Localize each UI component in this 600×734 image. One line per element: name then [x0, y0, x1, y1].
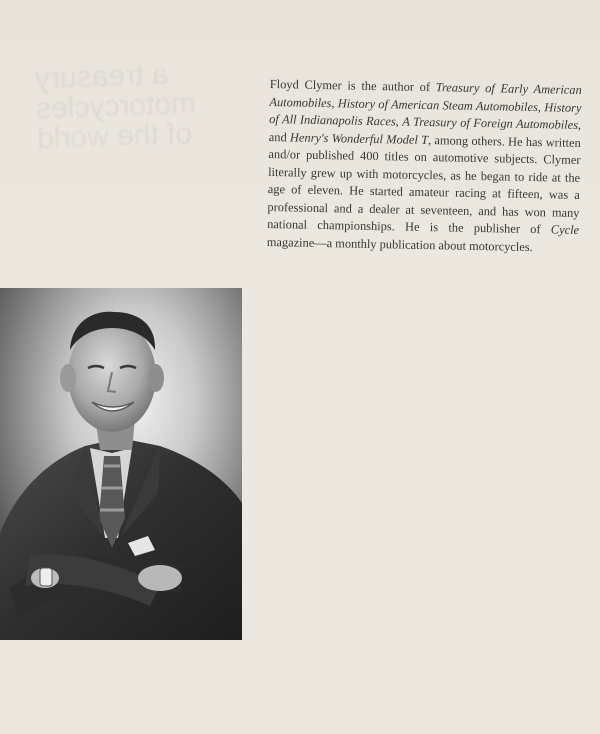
bio-text-5: , and	[268, 118, 582, 145]
bio-text-4: ,	[395, 114, 403, 129]
bio-text-2: ,	[331, 96, 339, 111]
magazine-title-cycle: Cycle	[550, 222, 580, 238]
bio-text-1: Floyd Clymer is the author of	[269, 77, 436, 95]
portrait-illustration	[0, 288, 242, 640]
book-title-indianapolis: History of All Indianapolis Races	[269, 100, 582, 129]
author-photo	[0, 288, 242, 640]
book-title-steam: History of American Steam Automobiles	[337, 96, 539, 115]
book-title-foreign: A Treasury of Foreign Automobiles	[402, 114, 579, 133]
bio-text-7: magazine—a monthly publication about motorcycles.	[266, 234, 533, 254]
author-bio	[267, 76, 582, 257]
book-title-early-american: Treasury of Early American Automobiles	[269, 80, 582, 111]
book-title-model-t: Henry's Wonderful Model T	[289, 130, 429, 147]
bio-text-6: , among others. He has written and/or published 400 titles on automotive subjects. Clymer literally grew up with motorcycles, as he began to ride at the age of eleven. He started amateur racing at fifteen, was a professional and a dealer at seventeen, and has won many national championships. He is the publisher of	[267, 132, 581, 237]
bleed-through-text: a treasury motorcycles of the world	[34, 57, 197, 156]
bio-text-3: ,	[537, 100, 545, 115]
